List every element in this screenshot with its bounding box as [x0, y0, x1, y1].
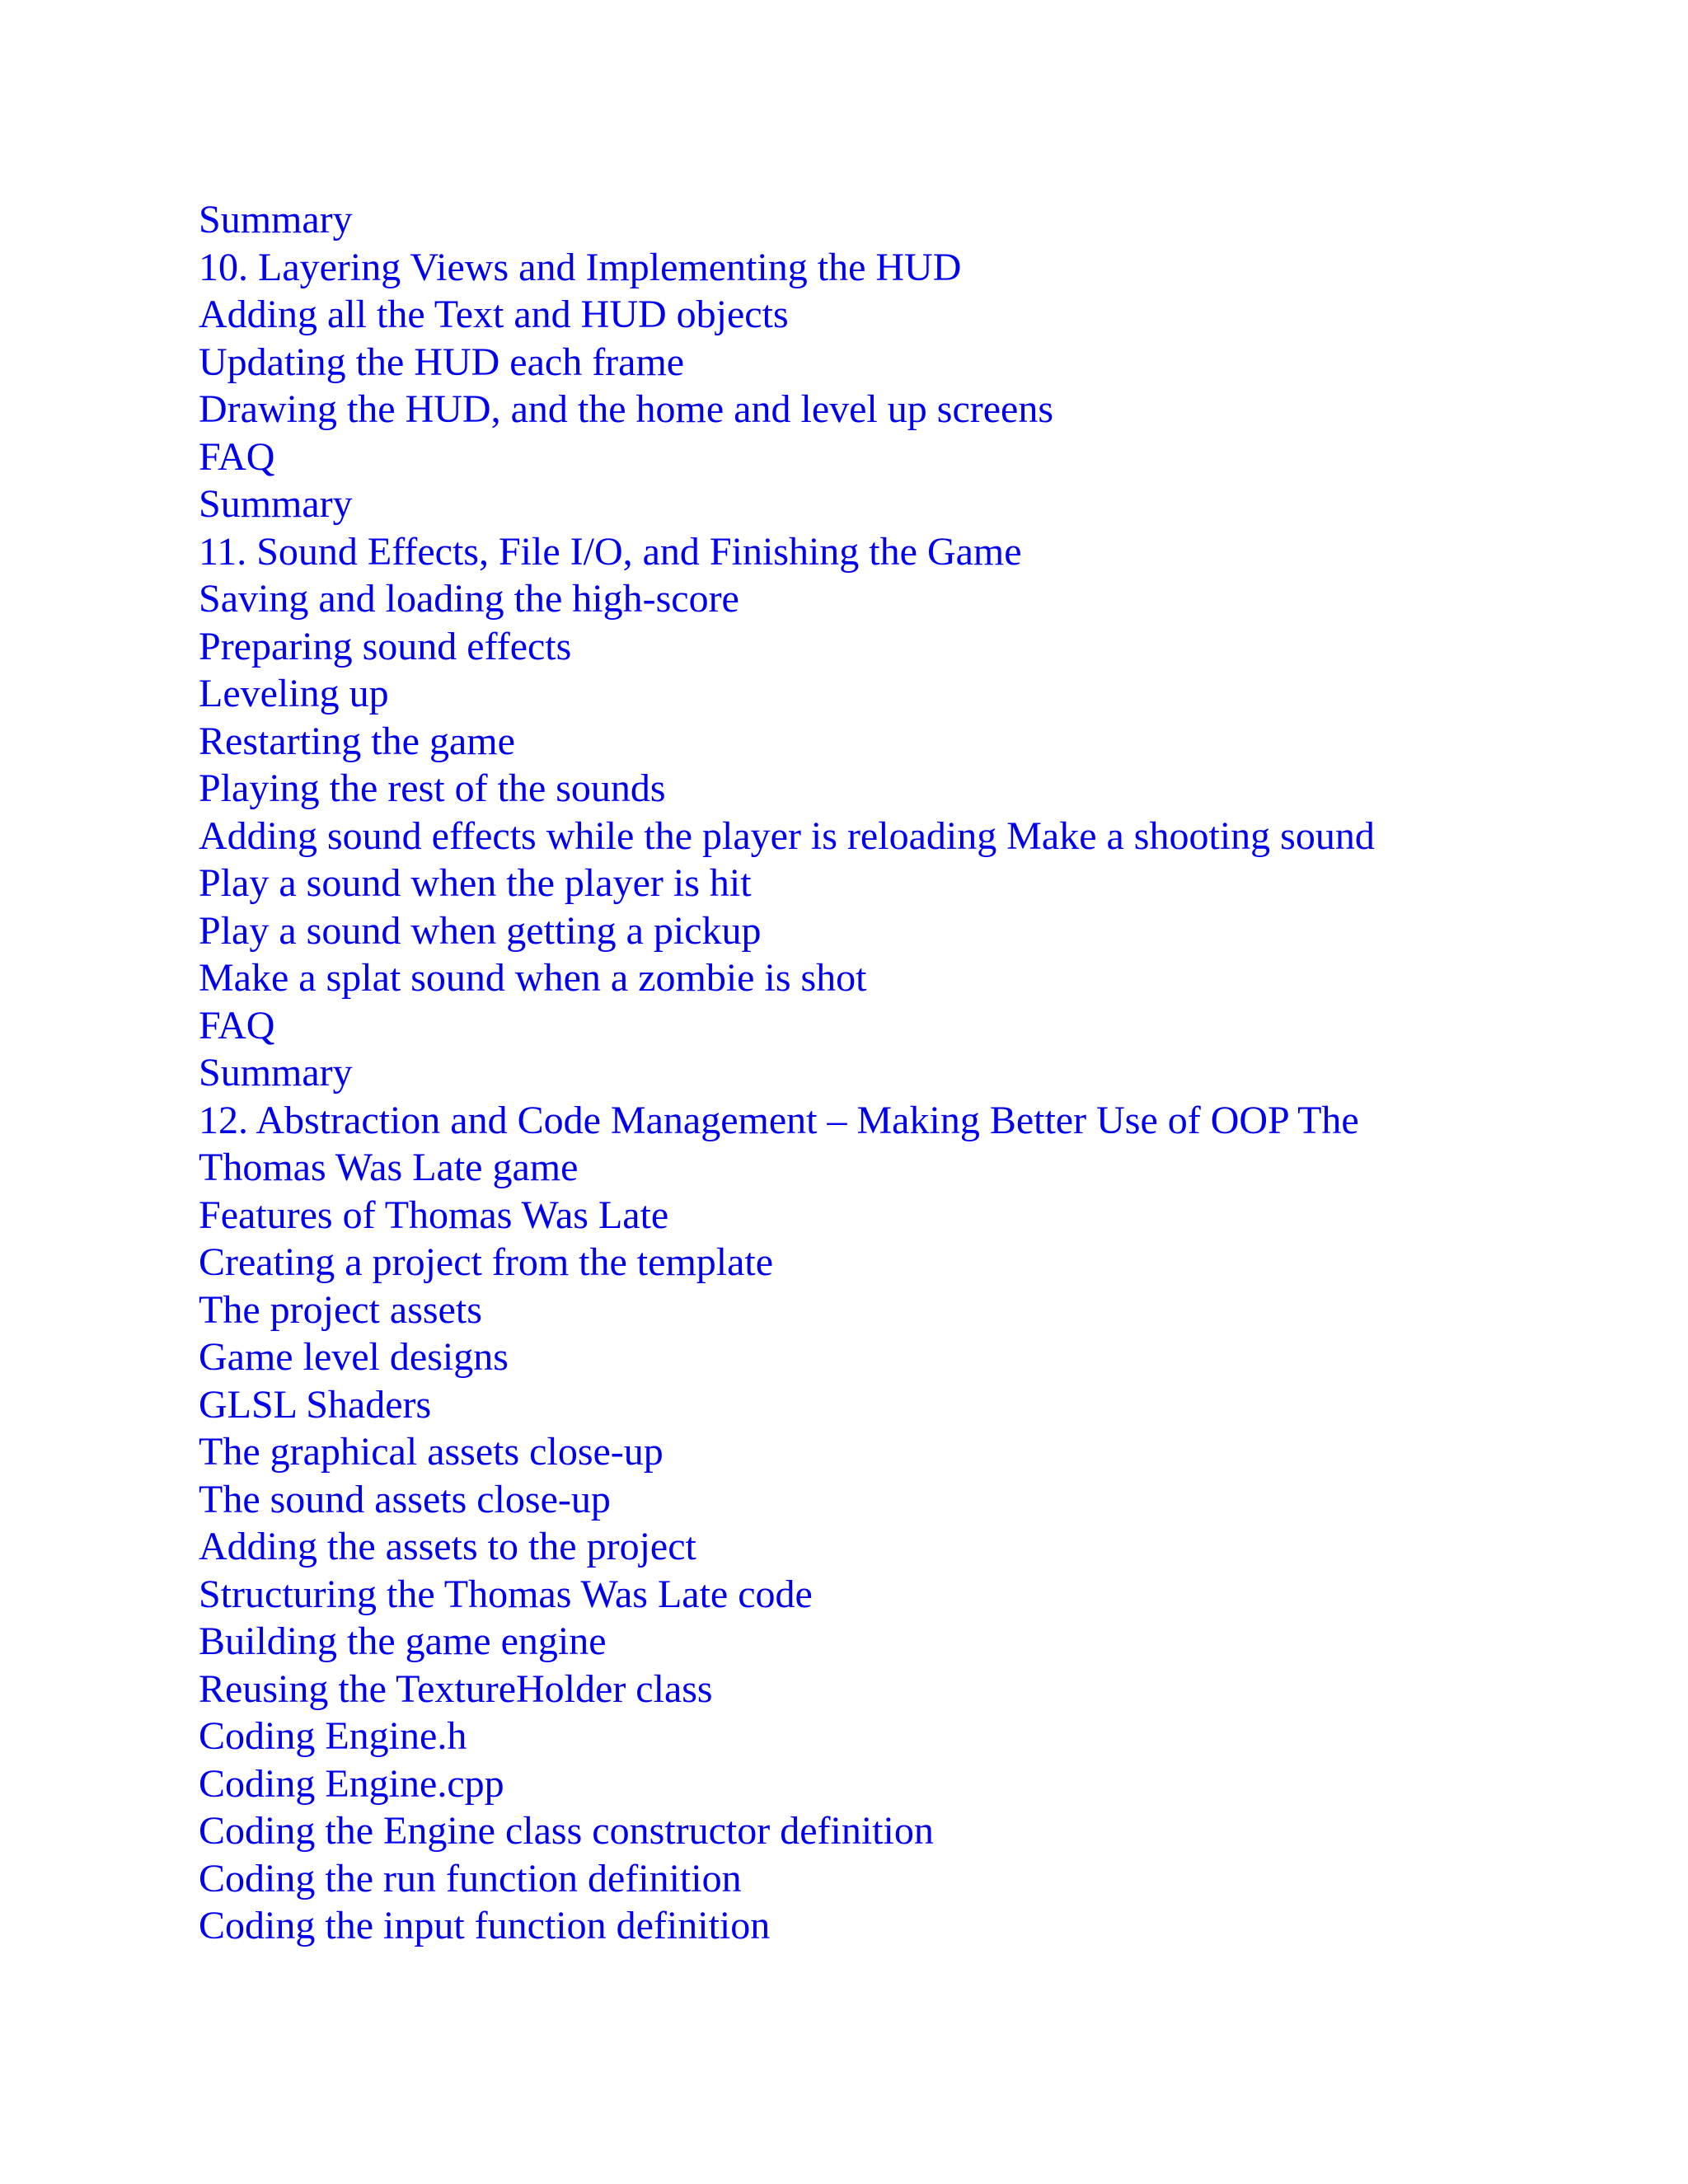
- toc-link-game-level-designs[interactable]: Game level designs: [199, 1335, 509, 1379]
- toc-link-summary[interactable]: Summary: [199, 198, 353, 241]
- toc-link-preparing-sound-effects[interactable]: Preparing sound effects: [199, 624, 572, 668]
- toc-link-glsl-shaders[interactable]: GLSL Shaders: [199, 1382, 432, 1427]
- toc-link-features-thomas-was-late[interactable]: Features of Thomas Was Late: [199, 1193, 669, 1237]
- toc-link-chapter-12[interactable]: 12. Abstraction and Code Management – Making Better Use of OOP The: [199, 1098, 1359, 1142]
- toc-link-adding-assets[interactable]: Adding the assets to the project: [199, 1525, 696, 1568]
- toc-link-coding-engine-cpp[interactable]: Coding Engine.cpp: [199, 1761, 504, 1806]
- toc-link-splat-sound[interactable]: Make a splat sound when a zombie is shot: [199, 956, 867, 1000]
- toc-link-coding-engine-h[interactable]: Coding Engine.h: [199, 1714, 467, 1758]
- toc-link-graphical-assets[interactable]: The graphical assets close-up: [199, 1430, 663, 1474]
- table-of-contents: [199, 196, 1600, 1950]
- toc-link-pickup-sound[interactable]: Play a sound when getting a pickup: [199, 908, 762, 953]
- toc-link-leveling-up[interactable]: Leveling up: [199, 672, 389, 715]
- toc-link-updating-hud[interactable]: Updating the HUD each frame: [199, 340, 685, 384]
- toc-link-summary[interactable]: Summary: [199, 482, 353, 526]
- toc-link-reloading-shooting-sound[interactable]: Adding sound effects while the player is reloading Make a shooting sound: [199, 813, 1375, 858]
- toc-link-drawing-hud[interactable]: Drawing the HUD, and the home and level up screens: [199, 387, 1054, 431]
- toc-link-playing-rest-of-sounds[interactable]: Playing the rest of the sounds: [199, 766, 666, 810]
- toc-link-faq[interactable]: FAQ: [199, 434, 275, 479]
- toc-link-thomas-was-late-game[interactable]: Thomas Was Late game: [199, 1146, 579, 1189]
- toc-link-player-hit-sound[interactable]: Play a sound when the player is hit: [199, 861, 752, 905]
- toc-link-saving-loading-high-score[interactable]: Saving and loading the high-score: [199, 577, 739, 621]
- toc-link-input-function[interactable]: Coding the input function definition: [199, 1904, 771, 1947]
- toc-link-run-function[interactable]: Coding the run function definition: [199, 1856, 742, 1900]
- toc-link-restarting-game[interactable]: Restarting the game: [199, 719, 515, 763]
- toc-link-summary[interactable]: Summary: [199, 1051, 353, 1094]
- toc-link-project-assets[interactable]: The project assets: [199, 1287, 482, 1332]
- toc-link-chapter-11[interactable]: 11. Sound Effects, File I/O, and Finishing the Game: [199, 529, 1022, 574]
- toc-link-reusing-textureholder[interactable]: Reusing the TextureHolder class: [199, 1666, 713, 1711]
- toc-link-engine-constructor[interactable]: Coding the Engine class constructor definition: [199, 1809, 934, 1853]
- toc-link-creating-project-template[interactable]: Creating a project from the template: [199, 1240, 774, 1284]
- toc-link-structuring-code[interactable]: Structuring the Thomas Was Late code: [199, 1572, 813, 1616]
- toc-link-building-game-engine[interactable]: Building the game engine: [199, 1619, 607, 1663]
- toc-link-faq[interactable]: FAQ: [199, 1003, 275, 1047]
- toc-link-sound-assets[interactable]: The sound assets close-up: [199, 1477, 611, 1521]
- toc-link-adding-text-hud-objects[interactable]: Adding all the Text and HUD objects: [199, 293, 789, 336]
- toc-link-chapter-10[interactable]: 10. Layering Views and Implementing the HUD: [199, 245, 962, 289]
